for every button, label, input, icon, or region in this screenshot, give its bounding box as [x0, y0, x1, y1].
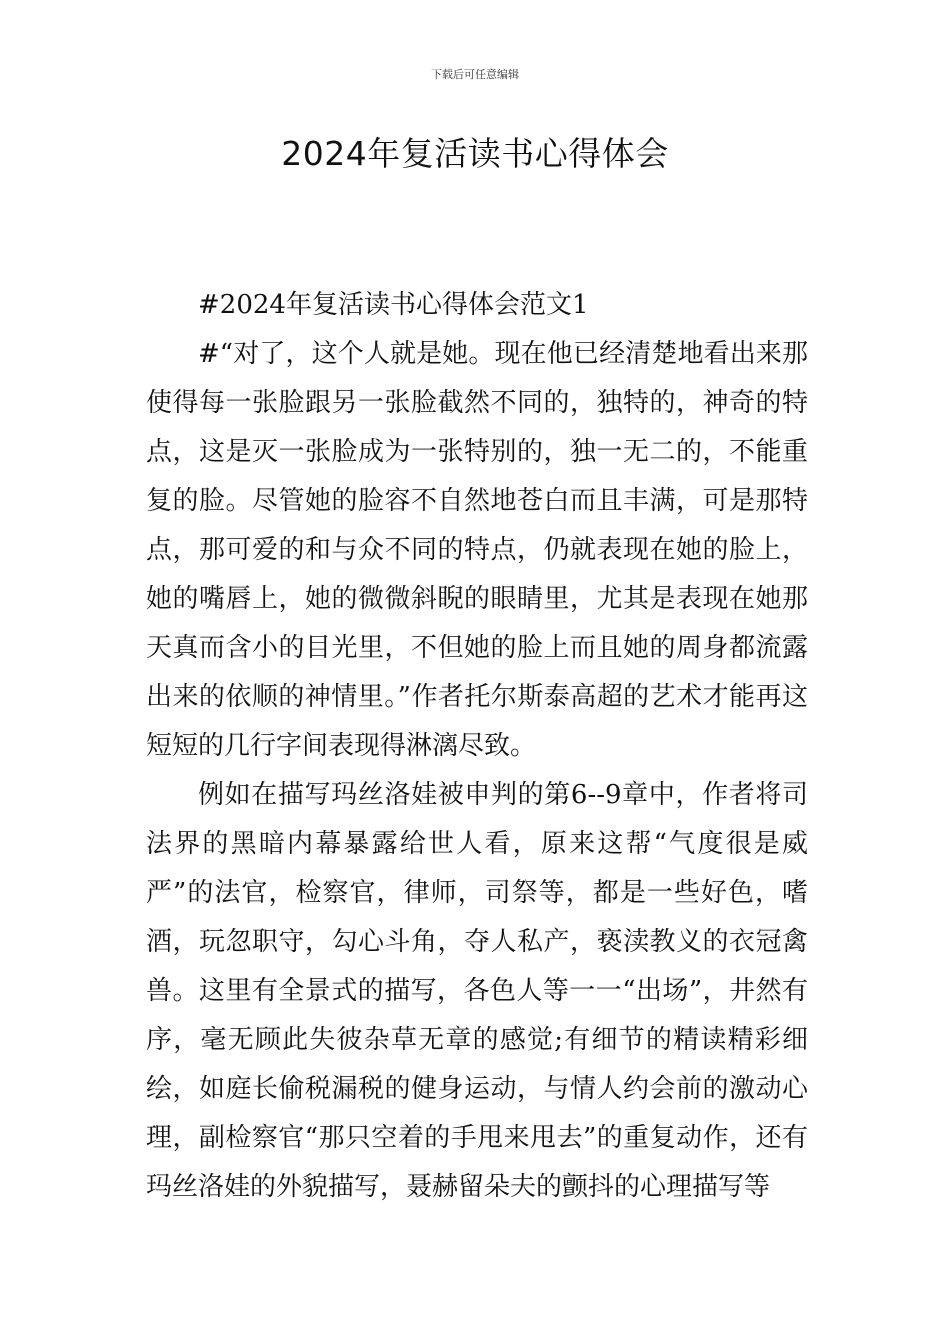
- paragraph: 例如在描写玛丝洛娃被申判的第6--9章中，作者将司法界的黑暗内幕暴露给世人看，原来这帮“气度很是威严”的法官，检察官，律师，司祭等，都是一些好色，嗜酒，玩忽职守，勾心斗角，夺人私产，亵渎教义的衣冠禽兽。这里有全景式的描写，各色人等一一“出场”，井然有序，毫无顾此失彼杂草无章的感觉;有细节的精读精彩细绘，如庭长偷税漏税的健身运动，与情人约会前的激动心理，副检察官“那只空着的手甩来甩去”的重复动作，还有玛丝洛娃的外貌描写，聂赫留朵夫的颤抖的心理描写等: [146, 780, 808, 1202]
- paragraph: #“对了，这个人就是她。现在他已经清楚地看出来那使得每一张脸跟另一张脸截然不同的，独特的，神奇的特点，这是灭一张脸成为一张特别的，独一无二的，不能重复的脸。尽管她的脸容不自然地苍白而且丰满，可是那特点，那可爱的和与众不同的特点，仍就表现在她的脸上，她的嘴唇上，她的微微斜睨的眼睛里，尤其是表现在她那天真而含小的目光里，不但她的脸上而且她的周身都流露出来的依顺的神情里。”作者托尔斯泰高超的艺术才能再这短短的几行字间表现得淋漓尽致。: [146, 339, 808, 761]
- header-note: 下载后可任意编辑: [431, 68, 519, 81]
- document-body: [146, 281, 808, 1212]
- document-title: 2024年复活读书心得体会: [281, 134, 669, 173]
- paragraph-heading: #2024年复活读书心得体会范文1: [198, 290, 589, 320]
